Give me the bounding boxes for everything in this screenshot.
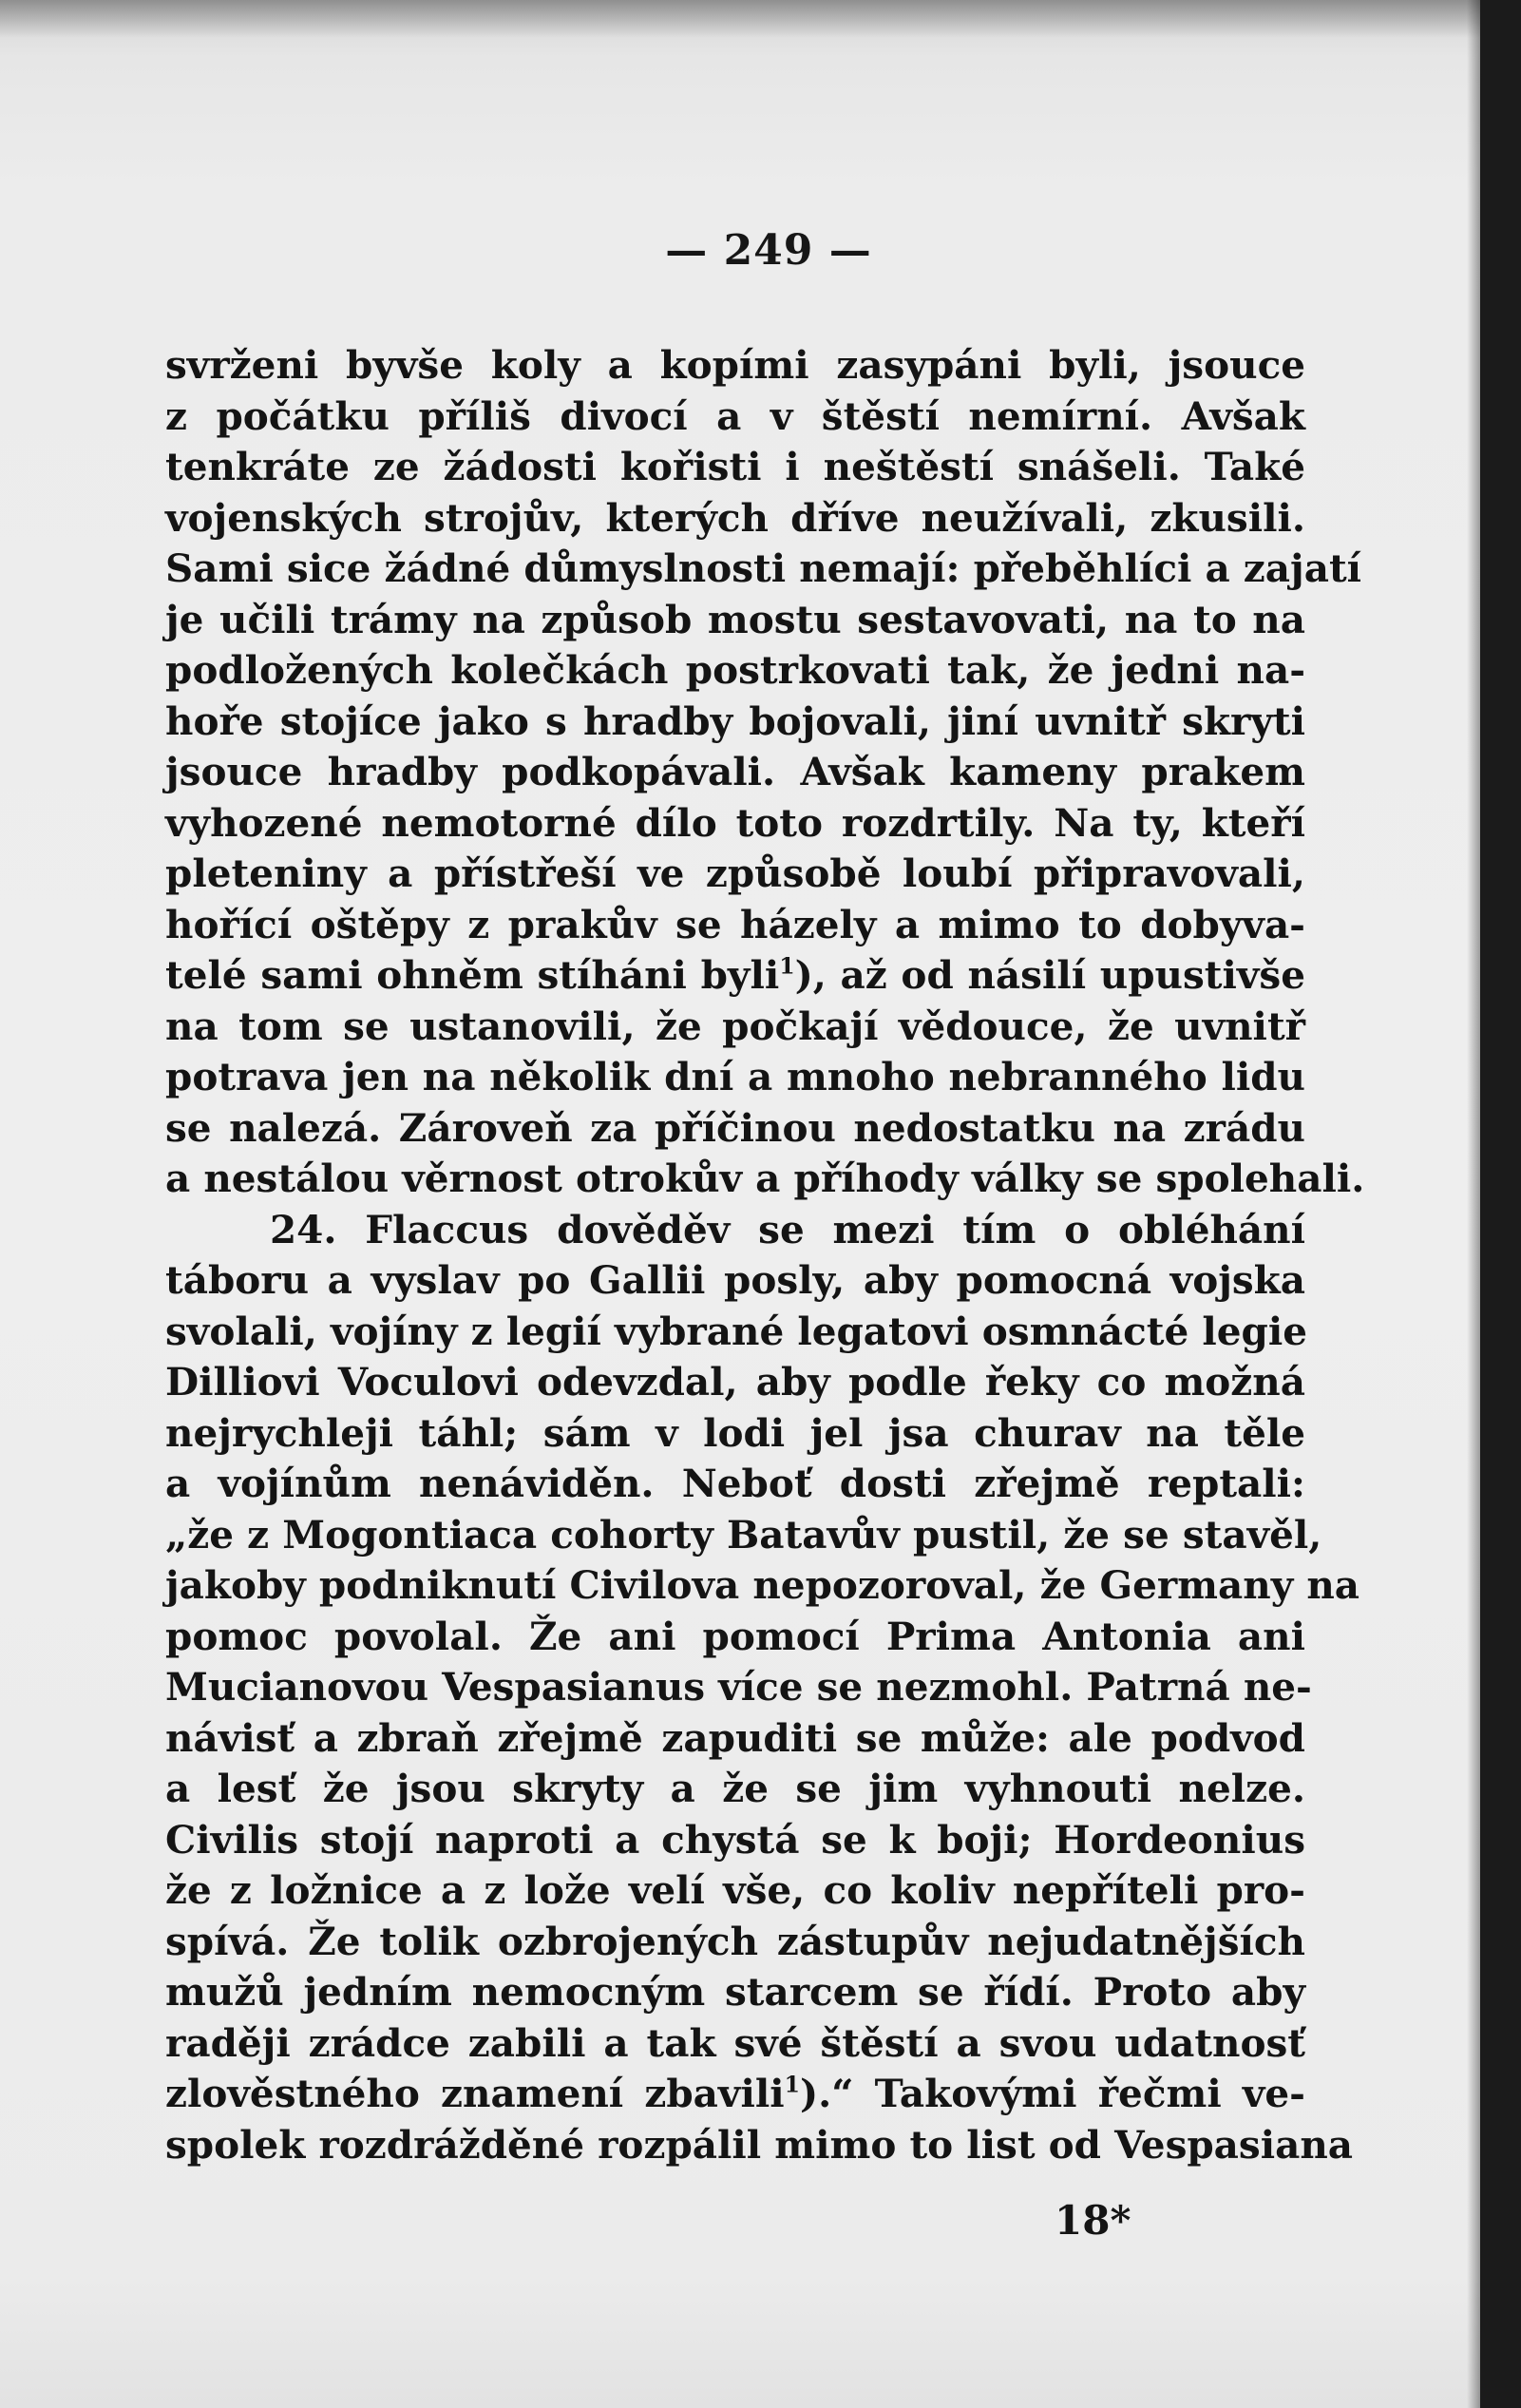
text-line: spívá. Že tolik ozbrojených zástupův nejudatnějších bbox=[165, 1918, 1305, 1964]
footnote-marker: 1 bbox=[779, 952, 795, 980]
text-line: raději zrádce zabili a tak své štěstí a svou udatnosť bbox=[165, 2019, 1305, 2066]
text-line: se nalezá. Zároveň za příčinou nedostatku na zrádu bbox=[165, 1104, 1305, 1151]
text-line: vojenských strojův, kterých dříve neužívali, zkusili. bbox=[165, 494, 1305, 541]
footnote-marker: 1 bbox=[784, 2071, 800, 2098]
text-line: hořící oštěpy z prakův se házely a mimo to dobyva- bbox=[165, 901, 1305, 947]
text-line: pomoc povolal. Že ani pomocí Prima Antonia ani bbox=[165, 1613, 1305, 1659]
text-line: Dilliovi Voculovi odevzdal, aby podle řeky co možná bbox=[165, 1359, 1305, 1405]
text-line: táboru a vyslav po Gallii posly, aby pomocná vojska bbox=[165, 1257, 1305, 1303]
text-line: Sami sice žádné důmyslnosti nemají: přeběhlíci a zajatí bbox=[165, 545, 1362, 591]
text-line: Civilis stojí naproti a chystá se k boji; Hordeonius bbox=[165, 1816, 1305, 1863]
text-line: potrava jen na několik dní a mnoho nebranného lidu bbox=[165, 1054, 1305, 1099]
text-line: a lesť že jsou skryty a že se jim vyhnouti nelze. bbox=[165, 1766, 1305, 1811]
text-line: z počátku příliš divocí a v štěstí nemírní. Avšak bbox=[165, 392, 1305, 439]
text-segment: ), až od násilí upustivše bbox=[794, 952, 1305, 998]
text-line: svrženi byvše koly a kopími zasypáni byli, jsouce bbox=[165, 342, 1305, 388]
text-line: vyhozené nemotorné dílo toto rozdrtily. Na ty, kteří bbox=[165, 799, 1305, 846]
text-line: na tom se ustanovili, že počkají vědouce, že uvnitř bbox=[165, 1003, 1305, 1049]
text-line: svolali, vojíny z legií vybrané legatovi osmnácté legie bbox=[165, 1308, 1307, 1354]
text-line: pleteniny a přístřeší ve způsobě loubí připravovali, bbox=[165, 850, 1305, 896]
text-line: že z ložnice a z lože velí vše, co koliv nepříteli pro- bbox=[165, 1867, 1305, 1913]
text-line-with-footnote bbox=[165, 950, 1305, 1002]
text-line: mužů jedním nemocným starcem se řídí. Proto aby bbox=[165, 1969, 1305, 2015]
text-line: jakoby podniknutí Civilova nepozoroval, že Germany na bbox=[165, 1562, 1360, 1608]
text-line: podložených kolečkách postrkovati tak, že jedni na- bbox=[165, 647, 1305, 693]
text-line: a vojínům nenáviděn. Neboť dosti zřejmě reptali: bbox=[165, 1461, 1305, 1506]
text-line-with-footnote bbox=[165, 2069, 1305, 2120]
text-line: a nestálou věrnost otrokův a příhody války se spolehali. bbox=[165, 1156, 1365, 1201]
text-line: návisť a zbraň zřejmě zapuditi se může: ale podvod bbox=[165, 1714, 1305, 1761]
text-line: nejrychleji táhl; sám v lodi jel jsa churav na těle bbox=[165, 1409, 1305, 1456]
text-segment: telé sami ohněm stíháni byli bbox=[165, 952, 780, 998]
text-line: je učili trámy na způsob mostu sestavovati, na to na bbox=[165, 596, 1305, 642]
text-line: „že z Mogontiaca cohorty Batavův pustil, že se stavěl, bbox=[165, 1511, 1322, 1558]
text-line: tenkráte ze žádosti kořisti i neštěstí snášeli. Také bbox=[165, 444, 1305, 489]
text-line: spolek rozdrážděné rozpálil mimo to list od Vespasiana bbox=[165, 2121, 1354, 2168]
body-text bbox=[165, 340, 1365, 2170]
text-segment: zlověstného znamení zbavili bbox=[165, 2071, 785, 2116]
text-line: jsouce hradby podkopávali. Avšak kameny prakem bbox=[165, 749, 1305, 794]
paragraph-start-line: 24. Flaccus dověděv se mezi tím o obléhání bbox=[270, 1206, 1305, 1252]
signature-mark: 18* bbox=[1055, 2197, 1131, 2244]
page-number: — 249 — bbox=[665, 226, 872, 275]
text-line: Mucianovou Vespasianus více se nezmohl. Patrná ne- bbox=[165, 1664, 1312, 1710]
text-line: hoře stojíce jako s hradby bojovali, jiní uvnitř skryti bbox=[165, 698, 1305, 744]
text-segment: ).“ Takovými řečmi ve- bbox=[799, 2071, 1305, 2116]
